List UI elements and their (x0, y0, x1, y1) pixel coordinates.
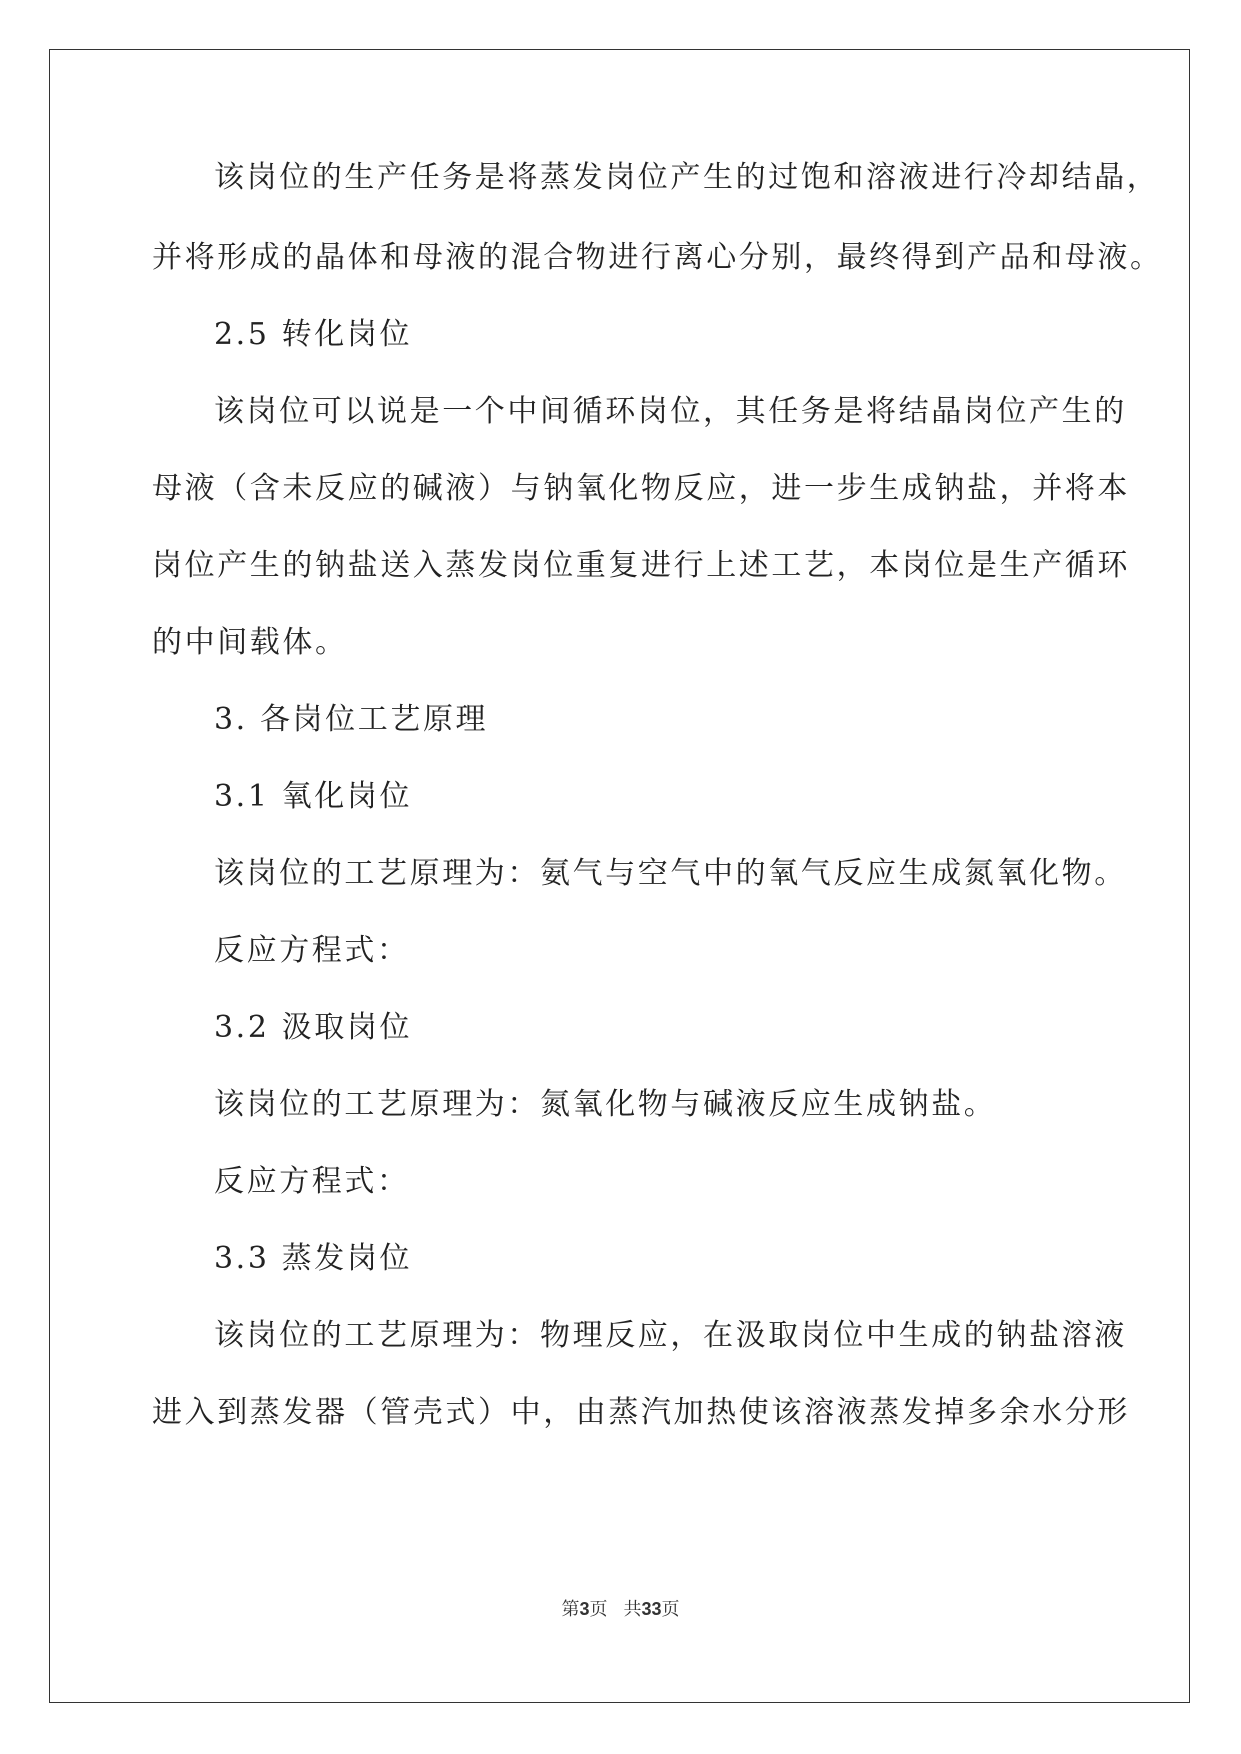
page-prefix: 第 (561, 1599, 580, 1620)
page-suffix: 页 (589, 1599, 608, 1620)
page-footer (0, 1597, 1241, 1622)
page-number: 3 (579, 1599, 590, 1619)
paragraph-line: 反应方程式： (214, 1164, 410, 1199)
section-heading: 3.2 汲取岗位 (214, 1010, 413, 1045)
paragraph-line: 该岗位的工艺原理为：氨气与空气中的氧气反应生成氮氧化物。 (214, 856, 1127, 891)
total-prefix: 共 (623, 1599, 642, 1620)
total-suffix: 页 (661, 1599, 680, 1620)
total-pages: 33 (641, 1599, 662, 1619)
paragraph-line: 该岗位的生产任务是将蒸发岗位产生的过饱和溶液进行冷却结晶， (214, 160, 1160, 195)
paragraph-line: 岗位产生的钠盐送入蒸发岗位重复进行上述工艺，本岗位是生产循环 (152, 548, 1130, 583)
paragraph-line: 反应方程式： (214, 933, 410, 968)
paragraph-line: 并将形成的晶体和母液的混合物进行离心分别，最终得到产品和母液。 (152, 240, 1163, 275)
section-heading: 3. 各岗位工艺原理 (214, 702, 489, 737)
paragraph-line: 该岗位可以说是一个中间循环岗位，其任务是将结晶岗位产生的 (214, 394, 1127, 429)
paragraph-line: 进入到蒸发器（管壳式）中，由蒸汽加热使该溶液蒸发掉多余水分形 (152, 1395, 1130, 1430)
section-heading: 3.3 蒸发岗位 (214, 1241, 413, 1276)
section-heading: 2.5 转化岗位 (214, 317, 413, 352)
paragraph-line: 该岗位的工艺原理为：物理反应，在汲取岗位中生成的钠盐溶液 (214, 1318, 1127, 1353)
section-heading: 3.1 氧化岗位 (214, 779, 413, 814)
paragraph-line: 该岗位的工艺原理为：氮氧化物与碱液反应生成钠盐。 (214, 1087, 997, 1122)
paragraph-line: 母液（含未反应的碱液）与钠氧化物反应，进一步生成钠盐，并将本 (152, 471, 1130, 506)
paragraph-line: 的中间载体。 (152, 625, 348, 660)
